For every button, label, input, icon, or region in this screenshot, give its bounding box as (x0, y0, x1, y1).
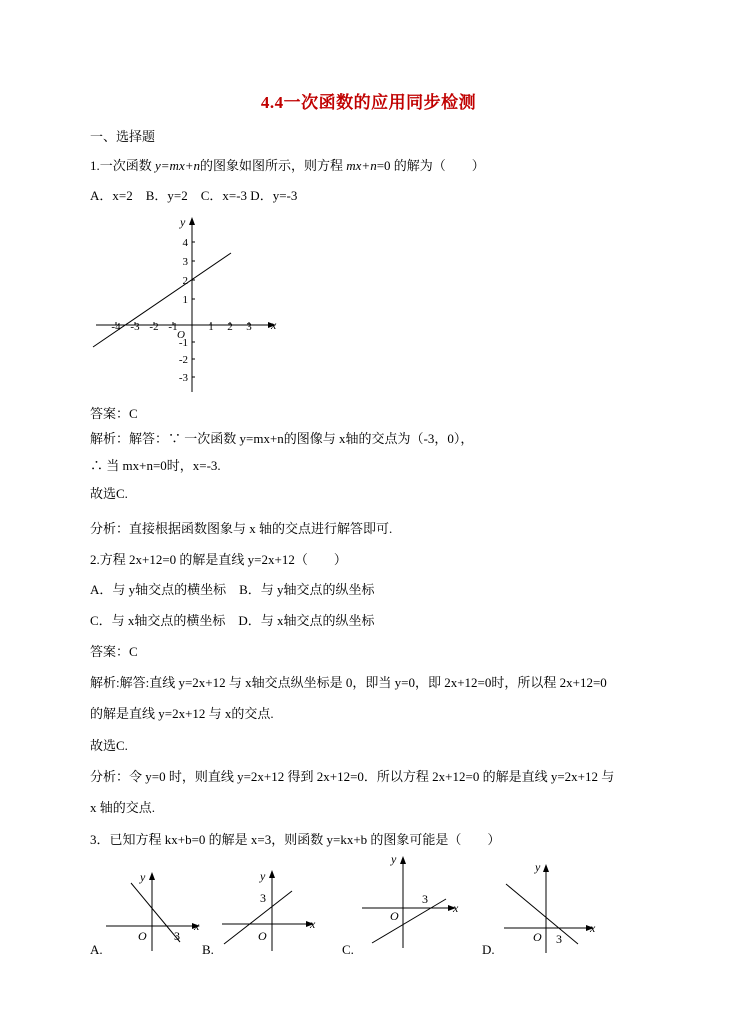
q1-ytick: 3 (182, 256, 188, 268)
q3-option-c: C. (342, 942, 354, 957)
q3a-origin: O (138, 929, 147, 943)
q2-remark-2: x 轴的交点. (90, 800, 156, 815)
q3-option-a: A. (90, 942, 103, 957)
q2-remark-1: 分析：令 y=0 时，则直线 y=2x+12 得到 2x+12=0．所以方程 2x+12=0 的解是直线 y=2x+12 与 (90, 769, 615, 784)
page-title: 4.4一次函数的应用同步检测 (260, 93, 477, 112)
q1-graph-x-label: x (271, 318, 277, 332)
q3c-origin: O (390, 909, 399, 923)
q3b-origin: O (258, 929, 267, 943)
q1-stem-a: 1.一次函数 (90, 158, 156, 173)
q1-graph-origin: O (177, 329, 185, 341)
q1-xtick: -4 (111, 321, 121, 333)
q1-answer: 答案：C (90, 406, 138, 421)
q3a-three: 3 (174, 929, 180, 943)
q3a-y: y (140, 870, 146, 884)
q1-xtick: 2 (227, 321, 233, 333)
q1-choose: 故选C. (90, 486, 128, 501)
q3-graph-a (88, 866, 218, 961)
q1-stem-eq: mx+n (346, 158, 377, 173)
q1-ytick: 4 (182, 237, 188, 249)
q1-stem-func: y=mx+n (155, 158, 200, 173)
q1-ytick: -3 (178, 372, 188, 384)
q1-options: A．x=2 B．y=2 C．x=-3 D．y=-3 (90, 188, 298, 203)
q2-answer: 答案：C (90, 644, 138, 659)
q1-ytick: 2 (182, 275, 188, 287)
q3d-x: x (590, 921, 596, 935)
q3c-three: 3 (422, 892, 428, 906)
q1-analysis-1: 解析：解答：∵ 一次函数 y=mx+n的图像与 x轴的交点为（-3，0）， (90, 431, 474, 446)
q2-option-cd: C．与 x轴交点的横坐标 D．与 x轴交点的纵坐标 (90, 613, 375, 628)
q3-option-d: D. (482, 942, 495, 957)
q1-xtick: 1 (208, 321, 214, 333)
q3b-three: 3 (260, 891, 266, 905)
q3c-x: x (453, 901, 459, 915)
q2-analysis-1: 解析:解答:直线 y=2x+12 与 x轴交点纵坐标是 0，即当 y=0，即 2x+12=0时，所以程 2x+12=0 (90, 675, 607, 690)
q2-analysis-2: 的解是直线 y=2x+12 与 x的交点. (90, 706, 274, 721)
q3d-three: 3 (556, 932, 562, 946)
q1-analysis-2: ∴ 当 mx+n=0时，x=-3. (90, 458, 221, 473)
q3c-y: y (391, 852, 397, 866)
q3-graph-b (200, 866, 330, 961)
section-heading: 一、选择题 (90, 129, 156, 144)
q3b-x: x (310, 917, 316, 931)
q1-graph-y-label: y (180, 215, 186, 229)
q1-graph (88, 212, 288, 397)
q1-stem-c: =0 的解为（ ） (376, 158, 485, 173)
q2-choose: 故选C. (90, 738, 128, 753)
q3-stem: 3．已知方程 kx+b=0 的解是 x=3，则函数 y=kx+b 的图象可能是（ ） (90, 832, 501, 847)
q1-stem (90, 157, 485, 175)
q2-option-ab: A．与 y轴交点的横坐标 B．与 y轴交点的纵坐标 (90, 582, 375, 597)
q3-graph-c (340, 850, 475, 961)
q3a-x: x (194, 919, 200, 933)
q3d-origin: O (533, 930, 542, 944)
q1-ytick: -1 (178, 337, 188, 349)
q1-xtick: 3 (246, 321, 252, 333)
q1-ytick: -2 (178, 354, 188, 366)
q1-stem-b: 的图象如图所示，则方程 (200, 158, 347, 173)
q3d-y: y (535, 860, 541, 874)
q3-graph-d (480, 858, 610, 961)
q2-stem: 2.方程 2x+12=0 的解是直线 y=2x+12（ ） (90, 552, 347, 567)
q1-xtick: -1 (168, 321, 178, 333)
q3b-y: y (260, 869, 266, 883)
q1-ytick: 1 (182, 294, 188, 306)
q3-option-b: B. (202, 942, 214, 957)
q1-remark: 分析：直接根据函数图象与 x 轴的交点进行解答即可. (90, 521, 393, 536)
q1-xtick: -3 (130, 321, 140, 333)
q1-xtick: -2 (149, 321, 159, 333)
